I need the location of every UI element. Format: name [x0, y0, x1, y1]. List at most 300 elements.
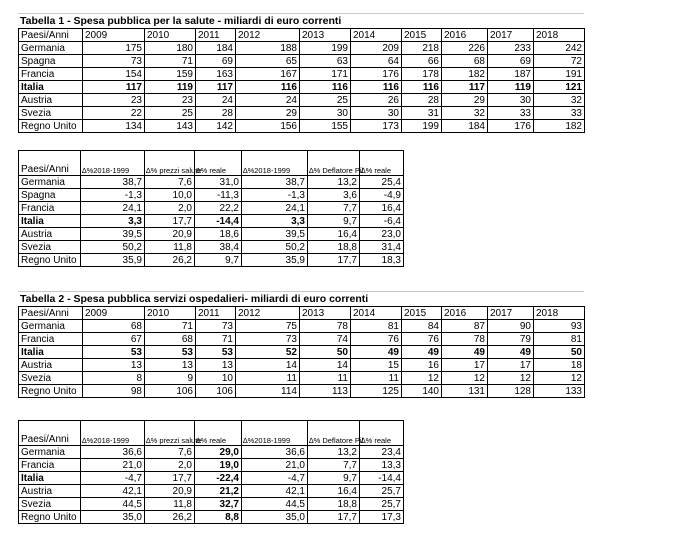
table-cell: 191 [534, 68, 585, 81]
table-cell: 134 [83, 120, 145, 133]
table-cell: 38,7 [242, 176, 308, 189]
column-header: ∆% prezzi salute [145, 151, 195, 176]
table-cell: 184 [442, 120, 488, 133]
table-cell: 114 [236, 385, 300, 398]
table-cell: 176 [488, 120, 534, 133]
table-cell: 121 [534, 81, 585, 94]
table-cell: 29 [442, 94, 488, 107]
column-header: 2016 [442, 307, 488, 320]
table-cell: 78 [300, 320, 351, 333]
table-cell: 8 [83, 372, 145, 385]
row-label: Svezia [19, 498, 81, 511]
table-cell: 13,2 [308, 176, 360, 189]
table-cell: 30 [351, 107, 402, 120]
table-cell: -1,3 [81, 189, 145, 202]
table-cell: 33 [488, 107, 534, 120]
column-header: ∆% reale [360, 421, 404, 446]
table-cell: 21,0 [242, 459, 308, 472]
row-label: Germania [19, 320, 83, 333]
table-cell: 79 [488, 333, 534, 346]
table-cell: 113 [300, 385, 351, 398]
table-cell: 17 [442, 359, 488, 372]
table-row [19, 472, 404, 485]
table-cell: 23,4 [360, 446, 404, 459]
table-cell: 173 [351, 120, 402, 133]
table-cell: 31,0 [195, 176, 242, 189]
table-row [19, 68, 585, 81]
table-cell: 72 [534, 55, 585, 68]
table-cell: 49 [402, 346, 442, 359]
column-header: ∆% Deflatore Pil [308, 151, 360, 176]
table-cell: 178 [402, 68, 442, 81]
row-label: Italia [19, 81, 83, 94]
table-cell: 25 [300, 94, 351, 107]
table-cell: 18,6 [195, 228, 242, 241]
table-cell: 42,1 [81, 485, 145, 498]
column-header: 2013 [300, 307, 351, 320]
table-cell: 14 [236, 359, 300, 372]
table-cell: 26,2 [145, 254, 195, 267]
table-cell: 39,5 [81, 228, 145, 241]
table-cell: 69 [488, 55, 534, 68]
table-cell: -6,4 [360, 215, 404, 228]
table-cell: 23,0 [360, 228, 404, 241]
table-cell: 11 [300, 372, 351, 385]
table-cell: 3,3 [81, 215, 145, 228]
table-cell: 73 [236, 333, 300, 346]
table-cell: 15 [351, 359, 402, 372]
table-cell: -4,9 [360, 189, 404, 202]
table-row [19, 176, 404, 189]
table-cell: 69 [196, 55, 236, 68]
table-cell: 116 [402, 81, 442, 94]
table-cell: 3,3 [242, 215, 308, 228]
table-cell: 176 [351, 68, 402, 81]
column-header: 2018 [534, 29, 585, 42]
table1-title: Tabella 1 - Spesa pubblica per la salute - miliardi di euro correnti [20, 15, 342, 27]
table-cell: 33 [534, 107, 585, 120]
table-cell: 18,8 [308, 241, 360, 254]
table-cell: 180 [145, 42, 196, 55]
table-cell: 13 [196, 359, 236, 372]
table-cell: 7,6 [145, 446, 195, 459]
table-cell: 30 [488, 94, 534, 107]
table-cell: 68 [83, 320, 145, 333]
table-cell: 31,4 [360, 241, 404, 254]
table-row [19, 359, 585, 372]
table-cell: 167 [236, 68, 300, 81]
table-cell: 78 [442, 333, 488, 346]
column-header: 2015 [402, 29, 442, 42]
table-cell: 133 [534, 385, 585, 398]
table-cell: 65 [236, 55, 300, 68]
table-cell: 75 [236, 320, 300, 333]
table-cell: 131 [442, 385, 488, 398]
table-cell: 35,9 [242, 254, 308, 267]
table-cell: 233 [488, 42, 534, 55]
row-label: Francia [19, 459, 81, 472]
table-cell: 20,9 [145, 228, 195, 241]
table-cell: 9 [145, 372, 196, 385]
row-label: Francia [19, 333, 83, 346]
table-cell: 49 [442, 346, 488, 359]
table-cell: 81 [351, 320, 402, 333]
table-cell: 188 [236, 42, 300, 55]
header-row [19, 29, 585, 42]
table-cell: 184 [196, 42, 236, 55]
table-cell: 182 [534, 120, 585, 133]
table-cell: 11,8 [145, 498, 195, 511]
table-cell: 50,2 [242, 241, 308, 254]
column-header: ∆% reale [195, 421, 242, 446]
table-cell: 50 [300, 346, 351, 359]
row-label: Italia [19, 472, 81, 485]
table-cell: 29 [236, 107, 300, 120]
row-label: Spagna [19, 55, 83, 68]
row-label: Svezia [19, 241, 81, 254]
table-cell: 36,6 [242, 446, 308, 459]
row-label: Austria [19, 228, 81, 241]
table-cell: 84 [402, 320, 442, 333]
table-cell: 73 [196, 320, 236, 333]
column-header: 2014 [351, 307, 402, 320]
table-cell: 24,1 [242, 202, 308, 215]
table-cell: 38,4 [195, 241, 242, 254]
column-header: 2017 [488, 29, 534, 42]
column-header: ∆%2018-1999 [242, 151, 308, 176]
table-cell: 20,9 [145, 485, 195, 498]
table-cell: 12 [402, 372, 442, 385]
table-row [19, 446, 404, 459]
column-header: ∆%2018-1999 [81, 421, 145, 446]
table-cell: 68 [442, 55, 488, 68]
table-cell: 125 [351, 385, 402, 398]
table-row [19, 228, 404, 241]
table1 [18, 28, 585, 133]
column-header: Paesi/Anni [19, 307, 83, 320]
table-cell: 142 [196, 120, 236, 133]
column-header: ∆% reale [195, 151, 242, 176]
table-row [19, 485, 404, 498]
table-cell: 21,0 [81, 459, 145, 472]
table-row [19, 372, 585, 385]
table-cell: 117 [442, 81, 488, 94]
table-cell: 7,6 [145, 176, 195, 189]
column-header: 2015 [402, 307, 442, 320]
row-label: Regno Unito [19, 254, 81, 267]
table-cell: -4,7 [81, 472, 145, 485]
table-cell: 71 [145, 55, 196, 68]
row-label: Germania [19, 446, 81, 459]
table-cell: 116 [300, 81, 351, 94]
column-header: 2012 [236, 307, 300, 320]
row-label: Svezia [19, 107, 83, 120]
table-cell: 49 [488, 346, 534, 359]
table-cell: 14 [300, 359, 351, 372]
column-header: Paesi/Anni [19, 151, 81, 176]
table-cell: 23 [145, 94, 196, 107]
table-cell: 9,7 [308, 215, 360, 228]
row-label: Regno Unito [19, 120, 83, 133]
table-cell: 16 [402, 359, 442, 372]
column-header: ∆%2018-1999 [81, 151, 145, 176]
table-cell: 11 [236, 372, 300, 385]
table-cell: 154 [83, 68, 145, 81]
column-header: Paesi/Anni [19, 29, 83, 42]
row-label: Austria [19, 485, 81, 498]
table2-variations [18, 420, 404, 524]
table1-variations [18, 150, 404, 267]
table-cell: 182 [442, 68, 488, 81]
table-cell: 13 [83, 359, 145, 372]
column-header: 2018 [534, 307, 585, 320]
table-cell: 44,5 [81, 498, 145, 511]
table-cell: 42,1 [242, 485, 308, 498]
table-cell: 63 [300, 55, 351, 68]
table-cell: 50,2 [81, 241, 145, 254]
row-label: Francia [19, 202, 81, 215]
table-cell: 116 [236, 81, 300, 94]
table-cell: 64 [351, 55, 402, 68]
table-cell: 24 [196, 94, 236, 107]
table-cell: 12 [534, 372, 585, 385]
header-row [19, 307, 585, 320]
column-header: 2010 [145, 307, 196, 320]
table-cell: 128 [488, 385, 534, 398]
table-cell: 7,7 [308, 459, 360, 472]
table-row [19, 320, 585, 333]
table-cell: 2,0 [145, 459, 195, 472]
table-cell: 209 [351, 42, 402, 55]
table-cell: 74 [300, 333, 351, 346]
table-cell: 16,4 [308, 228, 360, 241]
table-cell: 12 [488, 372, 534, 385]
table-cell: 67 [83, 333, 145, 346]
table-cell: 13 [145, 359, 196, 372]
table-cell: 22 [83, 107, 145, 120]
table-cell: 17,7 [145, 215, 195, 228]
row-label: Spagna [19, 189, 81, 202]
table-cell: -11,3 [195, 189, 242, 202]
table-cell: 81 [534, 333, 585, 346]
table-cell: 52 [236, 346, 300, 359]
column-header: 2009 [83, 29, 145, 42]
table2 [18, 306, 585, 398]
table-cell: 9,7 [195, 254, 242, 267]
table-cell: 18,3 [360, 254, 404, 267]
column-header: 2012 [236, 29, 300, 42]
table-cell: 17,7 [308, 511, 360, 524]
column-header: ∆% Deflatore Pil [308, 421, 360, 446]
table-cell: 2,0 [145, 202, 195, 215]
table-cell: 11 [351, 372, 402, 385]
table-cell: 117 [83, 81, 145, 94]
table-cell: 18 [534, 359, 585, 372]
table-cell: 87 [442, 320, 488, 333]
table-cell: 119 [488, 81, 534, 94]
table-cell: 18,8 [308, 498, 360, 511]
table-cell: 16,4 [308, 485, 360, 498]
row-label: Italia [19, 346, 83, 359]
table-cell: 3,6 [308, 189, 360, 202]
row-label: Austria [19, 359, 83, 372]
table-cell: 155 [300, 120, 351, 133]
table-row [19, 333, 585, 346]
table-cell: 156 [236, 120, 300, 133]
table-cell: 22,2 [195, 202, 242, 215]
table-cell: 119 [145, 81, 196, 94]
table-cell: 32 [534, 94, 585, 107]
table-cell: 26,2 [145, 511, 195, 524]
table-cell: 29,0 [195, 446, 242, 459]
column-header: 2009 [83, 307, 145, 320]
table-cell: 32,7 [195, 498, 242, 511]
table-cell: 26 [351, 94, 402, 107]
table-cell: 39,5 [242, 228, 308, 241]
table-cell: 199 [402, 120, 442, 133]
table-cell: -14,4 [360, 472, 404, 485]
table-cell: 175 [83, 42, 145, 55]
table-cell: 11,8 [145, 241, 195, 254]
table-cell: 140 [402, 385, 442, 398]
row-label: Germania [19, 42, 83, 55]
table-cell: 98 [83, 385, 145, 398]
table-cell: 35,0 [81, 511, 145, 524]
table-cell: 76 [402, 333, 442, 346]
column-header: 2014 [351, 29, 402, 42]
table-row [19, 511, 404, 524]
table-cell: 116 [351, 81, 402, 94]
table-row [19, 120, 585, 133]
table-cell: 28 [402, 94, 442, 107]
table-cell: 10 [196, 372, 236, 385]
table-cell: 25,7 [360, 485, 404, 498]
table-cell: 53 [196, 346, 236, 359]
table-cell: 159 [145, 68, 196, 81]
table2-title: Tabella 2 - Spesa pubblica servizi ospedalieri- miliardi di euro correnti [20, 293, 369, 305]
column-header: 2011 [196, 307, 236, 320]
table-cell: 17 [488, 359, 534, 372]
row-label: Regno Unito [19, 511, 81, 524]
table-row [19, 498, 404, 511]
table-cell: 17,3 [360, 511, 404, 524]
column-header: 2013 [300, 29, 351, 42]
header-row [19, 421, 404, 446]
row-label: Regno Unito [19, 385, 83, 398]
table-cell: 171 [300, 68, 351, 81]
table-cell: 163 [196, 68, 236, 81]
header-row [19, 151, 404, 176]
table-cell: 24,1 [81, 202, 145, 215]
table-cell: -4,7 [242, 472, 308, 485]
column-header: 2017 [488, 307, 534, 320]
table-cell: 7,7 [308, 202, 360, 215]
table-row [19, 107, 585, 120]
table-cell: 53 [145, 346, 196, 359]
table-cell: 71 [196, 333, 236, 346]
column-header: ∆% prezzi salute [145, 421, 195, 446]
table-cell: 117 [196, 81, 236, 94]
table-cell: 12 [442, 372, 488, 385]
table-row [19, 254, 404, 267]
table-cell: 28 [196, 107, 236, 120]
table-cell: 71 [145, 320, 196, 333]
table-cell: 73 [83, 55, 145, 68]
table-cell: 17,7 [145, 472, 195, 485]
table-row [19, 385, 585, 398]
table-cell: 32 [442, 107, 488, 120]
table-cell: 143 [145, 120, 196, 133]
table-cell: 66 [402, 55, 442, 68]
table-cell: 9,7 [308, 472, 360, 485]
column-header: 2010 [145, 29, 196, 42]
table-row [19, 189, 404, 202]
row-label: Austria [19, 94, 83, 107]
table-cell: 68 [145, 333, 196, 346]
table-cell: 16,4 [360, 202, 404, 215]
table-cell: 30 [300, 107, 351, 120]
table-row [19, 42, 585, 55]
table-cell: 106 [196, 385, 236, 398]
table-cell: 49 [351, 346, 402, 359]
table-cell: -14,4 [195, 215, 242, 228]
table-cell: 106 [145, 385, 196, 398]
table-cell: 13,2 [308, 446, 360, 459]
table-cell: 19,0 [195, 459, 242, 472]
table-cell: 21,2 [195, 485, 242, 498]
table-row [19, 94, 585, 107]
table-cell: 93 [534, 320, 585, 333]
table-row [19, 346, 585, 359]
table-cell: 13,3 [360, 459, 404, 472]
table-cell: 38,7 [81, 176, 145, 189]
table-cell: 25,4 [360, 176, 404, 189]
table-cell: 226 [442, 42, 488, 55]
table-cell: 44,5 [242, 498, 308, 511]
row-label: Italia [19, 215, 81, 228]
table-cell: 24 [236, 94, 300, 107]
table-row [19, 81, 585, 94]
table-cell: 187 [488, 68, 534, 81]
column-header: ∆%2018-1999 [242, 421, 308, 446]
table-cell: 25 [145, 107, 196, 120]
column-header: 2016 [442, 29, 488, 42]
column-header: Paesi/Anni [19, 421, 81, 446]
column-header: 2011 [196, 29, 236, 42]
table-cell: 23 [83, 94, 145, 107]
table-cell: 8,8 [195, 511, 242, 524]
row-label: Svezia [19, 372, 83, 385]
table-cell: 17,7 [308, 254, 360, 267]
column-header: ∆% reale [360, 151, 404, 176]
table-cell: 90 [488, 320, 534, 333]
table-cell: 50 [534, 346, 585, 359]
table-cell: 31 [402, 107, 442, 120]
table-cell: -22,4 [195, 472, 242, 485]
row-label: Germania [19, 176, 81, 189]
table-cell: 76 [351, 333, 402, 346]
row-label: Francia [19, 68, 83, 81]
table-row [19, 241, 404, 254]
table-row [19, 215, 404, 228]
table-cell: 53 [83, 346, 145, 359]
table-cell: 25,7 [360, 498, 404, 511]
table-row [19, 202, 404, 215]
table-cell: 35,9 [81, 254, 145, 267]
table-cell: 10,0 [145, 189, 195, 202]
table-row [19, 459, 404, 472]
table-cell: 242 [534, 42, 585, 55]
